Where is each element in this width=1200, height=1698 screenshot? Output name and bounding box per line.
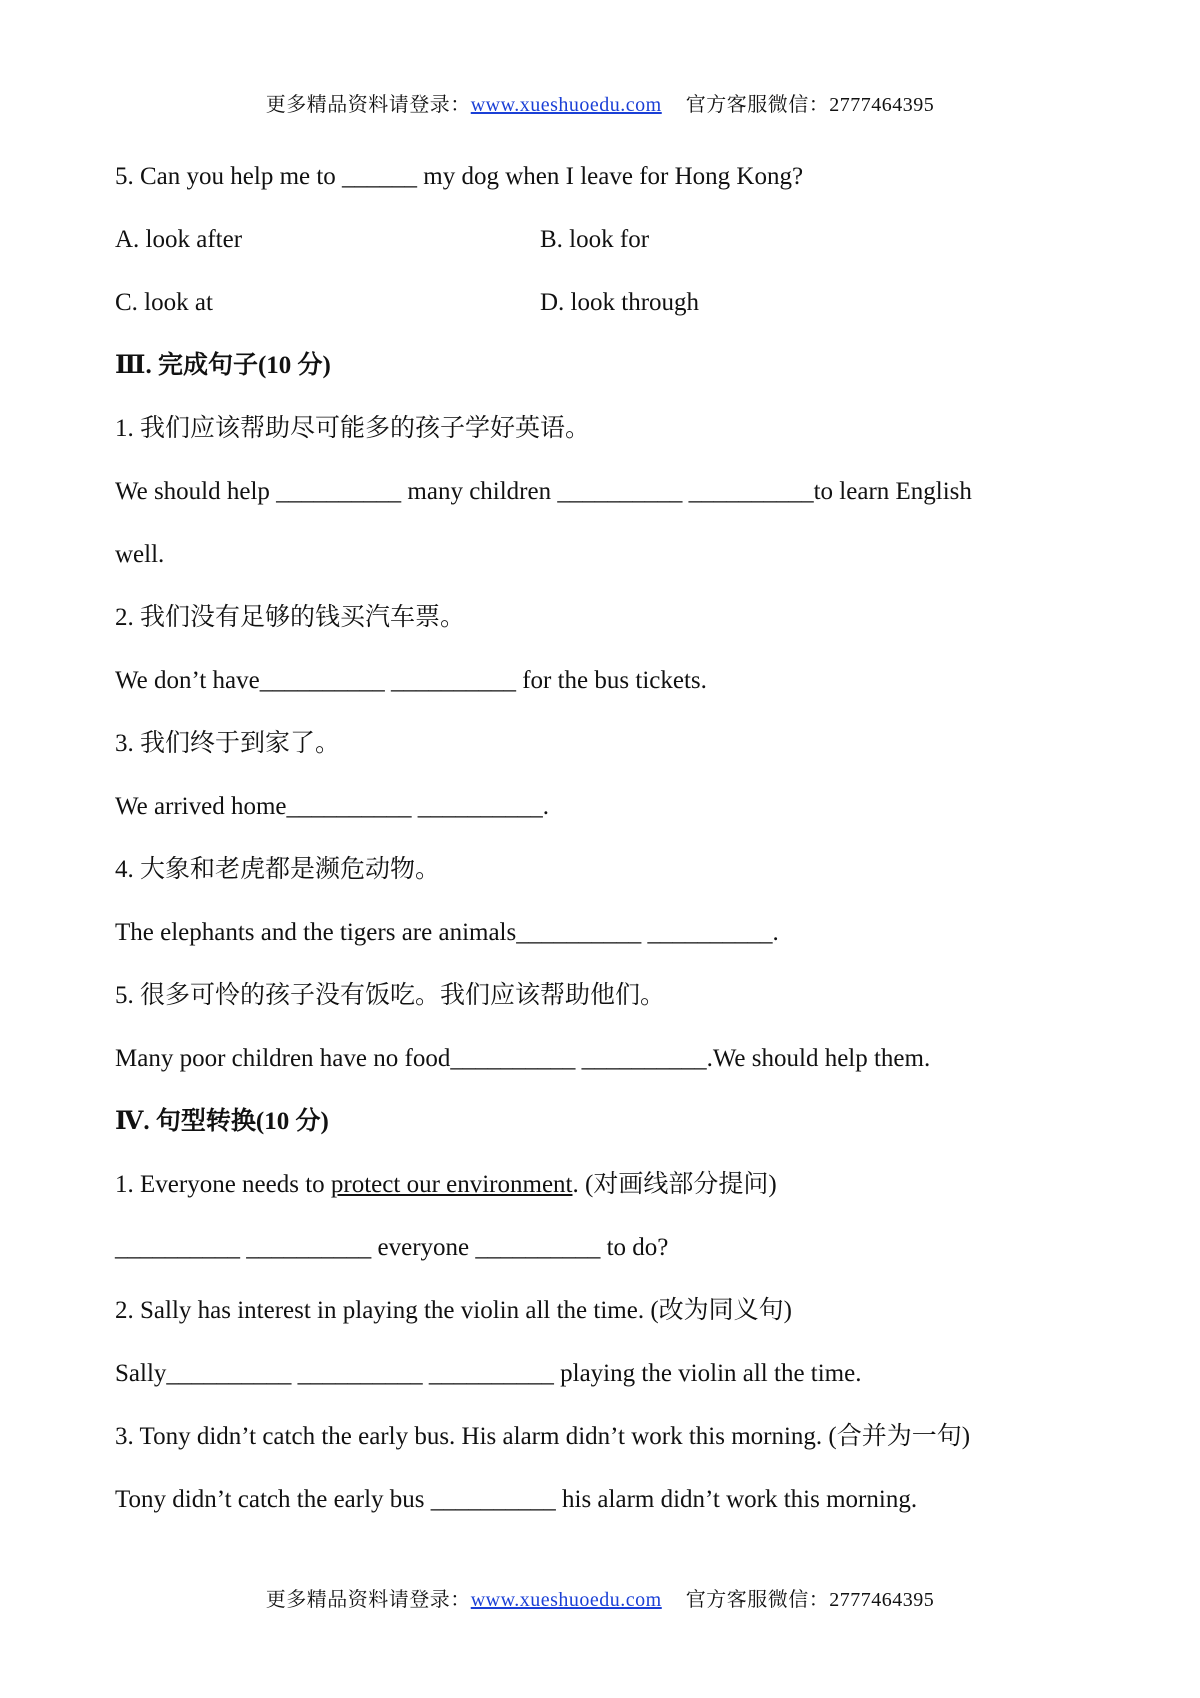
header-service: 官方客服微信：2777464395	[685, 94, 935, 116]
s3-item3-cn: 3. 我们终于到家了。	[115, 730, 341, 757]
s3-item1-en: We should help __________ many children __________ __________to learn English	[115, 478, 972, 505]
q5-option-a: A. look after	[115, 226, 243, 253]
q5-option-c: C. look at	[115, 289, 213, 316]
s4-item2-question: 2. Sally has interest in playing the violin all the time. (改为同义句)	[115, 1297, 792, 1324]
page-header	[0, 88, 1200, 117]
s4-item1-question	[115, 1170, 777, 1200]
s4-item1-underlined: protect our environment	[330, 1171, 573, 1198]
q5-option-b: B. look for	[540, 226, 650, 253]
s3-item4-cn: 4. 大象和老虎都是濒危动物。	[115, 856, 441, 883]
header-prefix: 更多精品资料请登录：	[265, 94, 471, 116]
s3-item3-en: We arrived home__________ __________.	[115, 793, 550, 820]
s4-item3-question: 3. Tony didn’t catch the early bus. His alarm didn’t work this morning. (合并为一句)	[115, 1423, 971, 1450]
header-site-link[interactable]: www.xueshuoedu.com	[470, 94, 662, 116]
footer-prefix: 更多精品资料请登录：	[265, 1589, 471, 1611]
footer-service: 官方客服微信：2777464395	[685, 1589, 935, 1611]
s4-item2-answer: Sally__________ __________ __________ playing the violin all the time.	[115, 1360, 862, 1387]
s4-item1-answer: __________ __________ everyone __________ to do?	[115, 1234, 669, 1261]
s4-item1-pre: 1. Everyone needs to	[115, 1171, 331, 1198]
q5-stem: 5. Can you help me to ______ my dog when I leave for Hong Kong?	[115, 163, 804, 190]
s4-item1-post: . (对画线部分提问)	[572, 1171, 777, 1198]
page-footer	[0, 1583, 1200, 1612]
section3-title: Ⅲ. 完成句子(10 分)	[115, 352, 331, 379]
s3-item5-en: Many poor children have no food__________ __________.We should help them.	[115, 1045, 931, 1072]
s3-item2-en: We don’t have__________ __________ for the bus tickets.	[115, 667, 707, 694]
s3-item5-cn: 5. 很多可怜的孩子没有饭吃。我们应该帮助他们。	[115, 982, 666, 1009]
q5-option-d: D. look through	[540, 289, 700, 316]
footer-site-link[interactable]: www.xueshuoedu.com	[470, 1589, 662, 1611]
section4-title: Ⅳ. 句型转换(10 分)	[115, 1108, 329, 1135]
s3-item1-cn: 1. 我们应该帮助尽可能多的孩子学好英语。	[115, 415, 591, 442]
s3-item4-en: The elephants and the tigers are animals__________ __________.	[115, 919, 779, 946]
s4-item3-answer: Tony didn’t catch the early bus __________ his alarm didn’t work this morning.	[115, 1486, 918, 1513]
s3-item1-en-cont: well.	[115, 541, 165, 568]
s3-item2-cn: 2. 我们没有足够的钱买汽车票。	[115, 604, 466, 631]
